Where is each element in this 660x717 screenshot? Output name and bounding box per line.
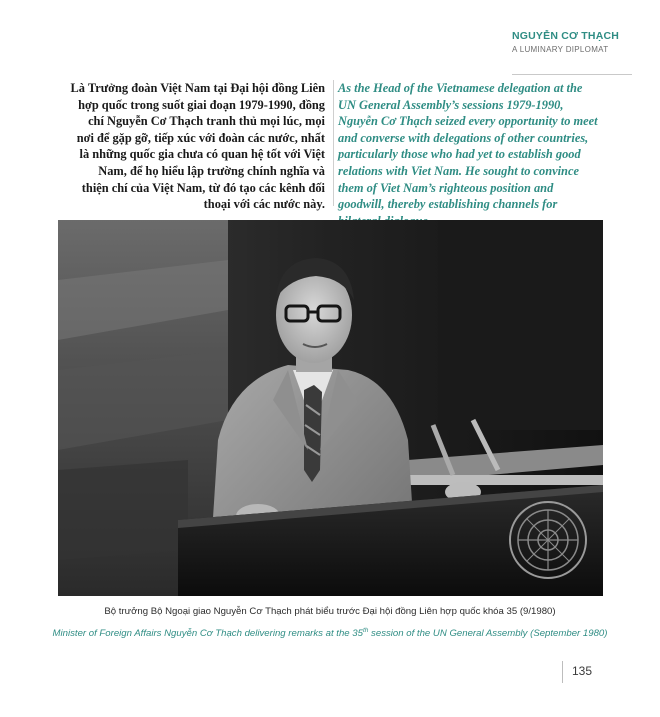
caption-english-superscript: th <box>362 627 369 634</box>
column-divider <box>333 80 334 206</box>
running-header <box>512 30 632 42</box>
vietnamese-paragraph: Là Trưởng đoàn Việt Nam tại Đại hội đồng Liên hợp quốc trong suốt giai đoạn 1979-1990, đồng chí Nguyễn Cơ Thạch tranh thủ mọi lúc, mọi nơi để gặp gỡ, tiếp xúc với đoàn các nước, nhất là những quốc gia chưa có quan hệ tốt với Việt Nam, để họ hiểu lập trường chính nghĩa và thiện chí của Việt Nam, từ đó tạo các kênh đối thoại với các nước này. <box>70 81 325 212</box>
english-paragraph: As the Head of the Vietnamese delegation at the UN General Assembly’s sessions 1979-1990, Nguyễn Cơ Thạch seized every opportunity to meet and converse with delegations of other countries, particularly those who had yet to establish good relations with Viet Nam. He sought to convince them of Viet Nam’s righteous position and goodwill, thereby establishing channels for <box>338 81 598 212</box>
un-emblem-icon <box>510 502 586 578</box>
photo-caption-vietnamese: Bộ trưởng Bộ Ngoại giao Nguyễn Cơ Thạch phát biểu trước Đại hội đồng Liên hợp quốc khóa 35 (9/1980) <box>104 606 556 617</box>
header-title: NGUYỄN CƠ THẠCH <box>512 30 620 42</box>
page-number: 135 <box>572 664 593 678</box>
page-number-rule <box>562 661 563 683</box>
photo-caption-english <box>20 627 640 639</box>
speaker-photo <box>58 220 603 596</box>
caption-english-part-2: session of the UN General Assembly (September 1980) <box>368 628 608 640</box>
header-subtitle: A LUMINARY DIPLOMAT <box>512 45 609 54</box>
caption-english-part-1: Minister of Foreign Affairs Nguyễn Cơ Thạch delivering remarks at the 35 <box>52 628 363 640</box>
header-rule <box>512 74 632 75</box>
